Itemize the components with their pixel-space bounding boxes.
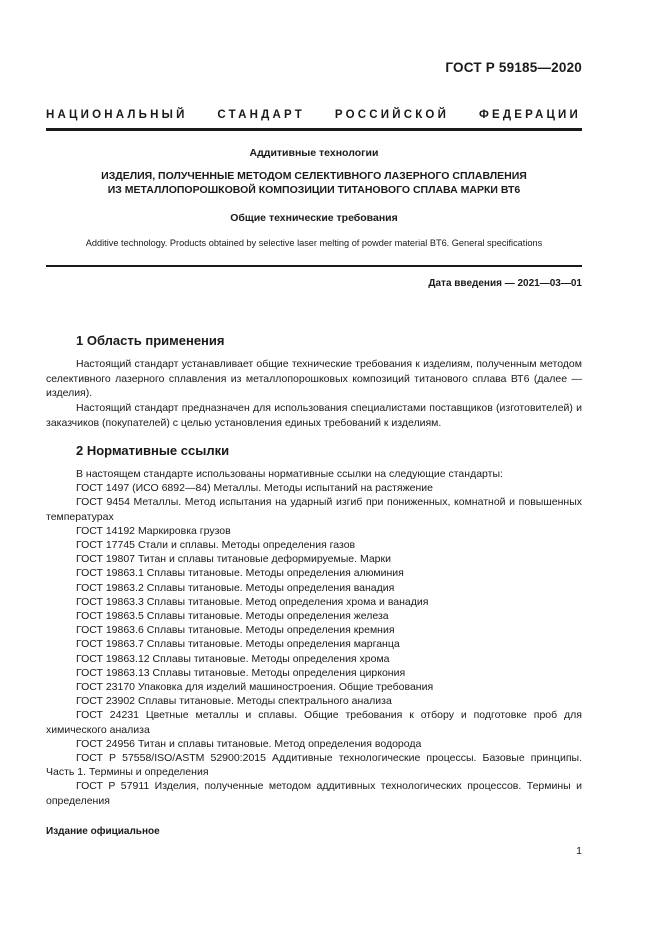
reference-item: ГОСТ 19863.2 Сплавы титановые. Методы определения ванадия — [76, 581, 395, 594]
section-2-heading: 2 Нормативные ссылки — [76, 443, 230, 458]
reference-item: ГОСТ 24231 Цветные металлы и сплавы. Общие требования к отбору и подготовке проб для химического анализа — [46, 709, 582, 736]
reference-item: ГОСТ 19863.6 Сплавы титановые. Методы определения кремния — [76, 624, 395, 637]
section-1-paragraph-1: Настоящий стандарт устанавливает общие технические требования к изделиям, полученным методом селективного лазерного сплавления из металлопорошковых композиций титанового сплава ВТ6 (далее — изделия). — [46, 358, 582, 399]
page-number: 1 — [576, 845, 582, 857]
standard-subtitle: Общие технические требования — [230, 212, 398, 224]
reference-item: ГОСТ 19807 Титан и сплавы титановые деформируемые. Марки — [76, 553, 391, 566]
reference-item: ГОСТ Р 57911 Изделия, полученные методом аддитивных технологических процессов. Термины и определения — [46, 780, 582, 807]
top-rule — [46, 128, 582, 131]
section-1-paragraph-2: Настоящий стандарт предназначен для использования специалистами поставщиков (изготовителей) и заказчиков (покупателей) с целью установления единых требований к изделиям. — [46, 402, 582, 429]
reference-item: ГОСТ 24956 Титан и сплавы титановые. Метод определения водорода — [76, 737, 422, 750]
official-edition-label: Издание официальное — [46, 826, 160, 837]
reference-item: ГОСТ 19863.3 Сплавы титановые. Метод определения хрома и ванадия — [76, 595, 429, 608]
introduction-date: Дата введения — 2021—03—01 — [428, 278, 582, 289]
reference-item: ГОСТ 17745 Стали и сплавы. Методы определения газов — [76, 539, 356, 552]
reference-item: ГОСТ 19863.7 Сплавы титановые. Методы определения марганца — [76, 638, 400, 651]
reference-item: ГОСТ Р 57558/ISO/ASTM 52900:2015 Аддитивные технологические процессы. Базовые принципы. Часть 1. Термины и определения — [46, 752, 582, 779]
section-1-heading: 1 Область применения — [76, 333, 225, 348]
reference-item: ГОСТ 23902 Сплавы титановые. Методы спектрального анализа — [76, 695, 392, 708]
reference-item: ГОСТ 23170 Упаковка для изделий машиностроения. Общие требования — [76, 681, 434, 694]
english-title: Additive technology. Products obtained by selective laser melting of powder material BT6. General specifications — [85, 238, 543, 248]
reference-item: ГОСТ 19863.13 Сплавы титановые. Методы определения циркония — [76, 666, 406, 679]
title-bottom-rule — [46, 265, 582, 267]
reference-item: ГОСТ 9454 Металлы. Метод испытания на ударный изгиб при пониженных, комнатной и повышенных температурах — [46, 496, 582, 523]
standard-title — [46, 169, 582, 197]
standard-title-line-2: ИЗ МЕТАЛЛОПОРОШКОВОЙ КОМПОЗИЦИИ ТИТАНОВОГО СПЛАВА МАРКИ ВТ6 — [107, 184, 521, 196]
normative-references — [46, 467, 582, 808]
reference-item: ГОСТ 14192 Маркировка грузов — [76, 524, 231, 537]
standard-category: Аддитивные технологии — [249, 147, 379, 159]
reference-item: ГОСТ 1497 (ИСО 6892—84) Металлы. Методы испытаний на растяжение — [76, 482, 433, 495]
document-number: ГОСТ Р 59185—2020 — [445, 60, 582, 75]
standard-title-line-1: ИЗДЕЛИЯ, ПОЛУЧЕННЫЕ МЕТОДОМ СЕЛЕКТИВНОГО ЛАЗЕРНОГО СПЛАВЛЕНИЯ — [101, 170, 527, 182]
reference-item: ГОСТ 19863.1 Сплавы титановые. Методы определения алюминия — [76, 567, 404, 580]
national-standard-heading: НАЦИОНАЛЬНЫЙ СТАНДАРТ РОССИЙСКОЙ ФЕДЕРАЦИИ — [46, 109, 581, 121]
reference-item: ГОСТ 19863.12 Сплавы титановые. Методы определения хрома — [76, 652, 390, 665]
references-intro: В настоящем стандарте использованы нормативные ссылки на следующие стандарты: — [76, 468, 503, 480]
reference-item: ГОСТ 19863.5 Сплавы титановые. Методы определения железа — [76, 610, 389, 623]
